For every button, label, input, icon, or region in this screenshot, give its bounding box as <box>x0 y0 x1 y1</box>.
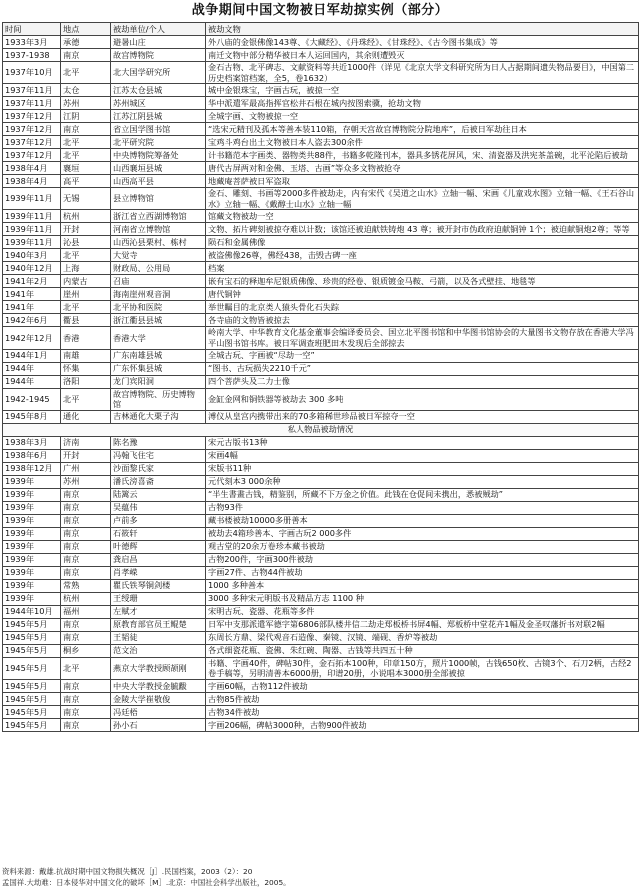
cell-place: 南京 <box>61 501 111 514</box>
cell-time: 1945年5月 <box>3 705 61 718</box>
cell-victim: 避暑山庄 <box>111 36 206 49</box>
cell-time: 1945年5月 <box>3 679 61 692</box>
table-row <box>3 488 639 501</box>
cell-victim: 浙江省立西湖博物馆 <box>111 210 206 223</box>
cell-victim: 财政局、公用局 <box>111 262 206 275</box>
table-row <box>3 223 639 236</box>
cell-place: 南雄 <box>61 349 111 362</box>
cell-victim: 广东南雄县城 <box>111 349 206 362</box>
cell-place: 洛阳 <box>61 375 111 388</box>
cell-place: 无锡 <box>61 188 111 210</box>
cell-victim: 山西高平县 <box>111 175 206 188</box>
table-row <box>3 275 639 288</box>
cell-place: 常熟 <box>61 579 111 592</box>
table-row <box>3 566 639 579</box>
table-row <box>3 288 639 301</box>
table-row <box>3 718 639 731</box>
table-row <box>3 631 639 644</box>
cell-place: 南京 <box>61 527 111 540</box>
cell-time: 1937年11月 <box>3 97 61 110</box>
table-row <box>3 449 639 462</box>
cell-victim: 孙小石 <box>111 718 206 731</box>
source-line: 孟国祥.大劫难：日本侵华对中国文化的破坏［M］.北京：中国社会科学出版社，2005。 <box>2 878 291 887</box>
cell-time: 1939年 <box>3 501 61 514</box>
cell-victim: 石筱轩 <box>111 527 206 540</box>
cell-place: 沁县 <box>61 236 111 249</box>
table-row <box>3 210 639 223</box>
cell-artifacts: 岭南大学、中华教育文化基金董事会编译委员会、国立北平图书馆和中华图书馆协会的大量图书文物存放在香港大学冯平山图书馆书库。被日军调查班肥田木发现后全部掠去 <box>206 327 639 349</box>
cell-time: 1939年 <box>3 566 61 579</box>
table-row <box>3 501 639 514</box>
cell-victim: 山西沁县栗村、栋村 <box>111 236 206 249</box>
table-row <box>3 475 639 488</box>
table-row <box>3 462 639 475</box>
cell-time: 1937年12月 <box>3 123 61 136</box>
cell-artifacts: 溥仪从皇宫内携带出来的70多箱稀世珍品被日军掠夺一空 <box>206 410 639 423</box>
private-rows <box>3 436 639 731</box>
cell-victim: 燕京大学教授顾颉刚 <box>111 657 206 679</box>
table-row <box>3 84 639 97</box>
table-row <box>3 705 639 718</box>
cell-artifacts: 地藏庵菩萨被日军盗取 <box>206 175 639 188</box>
cell-artifacts: 文物、拓片碑刻被掠夺难以计数；该馆还被迫献铁铸炮 43 尊；被开封市伪政府迫献铜钟 1个；被迫献铜炮2尊；等等 <box>206 223 639 236</box>
cell-artifacts: 1000 多种善本 <box>206 579 639 592</box>
cell-time: 1945年5月 <box>3 631 61 644</box>
cell-time: 1938年6月 <box>3 449 61 462</box>
cell-time: 1937年12月 <box>3 136 61 149</box>
cell-place: 广州 <box>61 462 111 475</box>
cell-artifacts: 书籍、字画40件，碑帖30件，金石拓本100种，印章150方，照片1000帧，古钱650枚、古镜3个、石刀2柄，古经2卷手稿等，另明清善本6000册，印谱20册，小说唱本3000册全部被掠 <box>206 657 639 679</box>
table-row <box>3 188 639 210</box>
cell-place: 南京 <box>61 540 111 553</box>
cell-time: 1937-1938 <box>3 49 61 62</box>
cell-artifacts: 3000 多种宋元明版书及精品方志 1100 种 <box>206 592 639 605</box>
cell-artifacts: 各式细瓷花瓶、瓷佛、朱红碗、陶器、古钱等共四五十种 <box>206 644 639 657</box>
cell-victim: 肖孝嵘 <box>111 566 206 579</box>
table-row <box>3 579 639 592</box>
cell-victim: 故宫博物院、历史博物馆 <box>111 388 206 410</box>
cell-victim: 中央博物院筹备处 <box>111 149 206 162</box>
cell-place: 南京 <box>61 618 111 631</box>
cell-artifacts: 东周长方鼎、梁代观音石造像、秦镜、汉镜、端砚、香炉等被劫 <box>206 631 639 644</box>
cell-victim: 金陵大学崔敬俊 <box>111 692 206 705</box>
cell-place: 苏州 <box>61 97 111 110</box>
cell-victim: 沙面黎氏家 <box>111 462 206 475</box>
cell-time: 1939年 <box>3 540 61 553</box>
cell-victim: 省立国学图书馆 <box>111 123 206 136</box>
cell-place: 南京 <box>61 718 111 731</box>
table-row <box>3 249 639 262</box>
cell-artifacts: “半生書畫古钱，精鉴别，所藏不下万金之价值。此钱在仓促间未携出，悉被贼劫” <box>206 488 639 501</box>
cell-time: 1945年5月 <box>3 692 61 705</box>
cell-artifacts: “选宋元精刊及孤本等善本装110箱，存朝天宫故宫博物院分院地库”，后被日军劫往日本 <box>206 123 639 136</box>
cell-place: 江阴 <box>61 110 111 123</box>
cell-place: 杭州 <box>61 210 111 223</box>
cell-time: 1944年1月 <box>3 349 61 362</box>
cell-artifacts: 观古堂的20余万卷珍本藏书被劫 <box>206 540 639 553</box>
table-row <box>3 410 639 423</box>
table-row <box>3 605 639 618</box>
cell-artifacts: 唐代铜钟 <box>206 288 639 301</box>
cell-victim: 大觉寺 <box>111 249 206 262</box>
cell-artifacts: 陨石和金属佛像 <box>206 236 639 249</box>
table-row <box>3 149 639 162</box>
table-row <box>3 301 639 314</box>
table-row <box>3 62 639 84</box>
cell-artifacts: 被盗佛像26尊，佛经438，击毁古碑一座 <box>206 249 639 262</box>
cell-place: 开封 <box>61 223 111 236</box>
cell-time: 1944年10月 <box>3 605 61 618</box>
cell-artifacts: 金缸金网和铜铁器等被劫去 300 多吨 <box>206 388 639 410</box>
cell-artifacts: 古物93件 <box>206 501 639 514</box>
column-header-victim: 被劫单位/个人 <box>111 23 206 36</box>
cell-place: 南京 <box>61 123 111 136</box>
cell-time: 1944年 <box>3 362 61 375</box>
cell-time: 1939年 <box>3 488 61 501</box>
cell-victim: 陆篱云 <box>111 488 206 501</box>
cell-time: 1945年5月 <box>3 718 61 731</box>
cell-time: 1937年11月 <box>3 84 61 97</box>
cell-artifacts: 宝鸡斗鸡台出土文物被日本人盗去300余件 <box>206 136 639 149</box>
cell-place: 南京 <box>61 49 111 62</box>
table-row <box>3 592 639 605</box>
cell-artifacts: 宋版书11种 <box>206 462 639 475</box>
table-row <box>3 679 639 692</box>
cell-victim: 吉林通化大栗子沟 <box>111 410 206 423</box>
cell-artifacts: 唐代古屏两对和金佛、玉塔、古画”等众多文物被抢夺 <box>206 162 639 175</box>
cell-artifacts: 宋画4幅 <box>206 449 639 462</box>
table-row <box>3 388 639 410</box>
cell-artifacts: 四个菩萨头及二力士像 <box>206 375 639 388</box>
cell-time: 1937年10月 <box>3 62 61 84</box>
cell-victim: 龙门宾阳洞 <box>111 375 206 388</box>
cell-artifacts: 全城古玩、字画被“尽劫一空” <box>206 349 639 362</box>
cell-place: 襄垣 <box>61 162 111 175</box>
cell-time: 1945年5月 <box>3 657 61 679</box>
cell-time: 1938年4月 <box>3 175 61 188</box>
cell-place: 北平 <box>61 301 111 314</box>
page-title: 战争期间中国文物被日军劫掠实例（部分） <box>191 3 449 18</box>
cell-place: 桐乡 <box>61 644 111 657</box>
table-row <box>3 136 639 149</box>
cell-artifacts: 宋明古玩、瓷器、花瓶等多件 <box>206 605 639 618</box>
table-row <box>3 49 639 62</box>
cell-time: 1940年12月 <box>3 262 61 275</box>
section-row <box>3 423 639 436</box>
table-row <box>3 175 639 188</box>
cell-artifacts: 全城字画、文物被掠一空 <box>206 110 639 123</box>
cell-place: 南京 <box>61 705 111 718</box>
cell-place: 太仓 <box>61 84 111 97</box>
table-row <box>3 375 639 388</box>
cell-victim: 江苏太仓县城 <box>111 84 206 97</box>
table-row <box>3 514 639 527</box>
cell-time: 1945年5月 <box>3 618 61 631</box>
cell-time: 1939年11月 <box>3 210 61 223</box>
cell-time: 1937年12月 <box>3 149 61 162</box>
cell-artifacts: 藏书楼被劫10000多册善本 <box>206 514 639 527</box>
cell-victim: 潘氏滂喜斋 <box>111 475 206 488</box>
cell-time: 1945年5月 <box>3 644 61 657</box>
cell-place: 南京 <box>61 692 111 705</box>
institution-rows <box>3 36 639 424</box>
column-header-artifacts: 被劫文物 <box>206 23 639 36</box>
cell-artifacts: 字画60幅，古物112件被劫 <box>206 679 639 692</box>
table-header <box>3 23 639 36</box>
cell-time: 1939年11月 <box>3 188 61 210</box>
table-row <box>3 314 639 327</box>
cell-time: 1938年4月 <box>3 162 61 175</box>
cell-victim: 北大国学研究所 <box>111 62 206 84</box>
cell-time: 1939年11月 <box>3 236 61 249</box>
cell-victim: 中央大学教授金毓黻 <box>111 679 206 692</box>
cell-artifacts: 嵌有宝石的释迦牟尼银质佛像、珍贵的经卷、银质镀金马鞍、弓箭，以及各式壁挂、地毯等 <box>206 275 639 288</box>
cell-time: 1939年 <box>3 553 61 566</box>
cell-time: 1939年 <box>3 514 61 527</box>
section-title-private: 私人物品被劫情况 <box>3 423 639 436</box>
cell-time: 1941年2月 <box>3 275 61 288</box>
looting-table <box>2 22 639 732</box>
table-row <box>3 327 639 349</box>
cell-victim: 广东怀集县城 <box>111 362 206 375</box>
cell-victim: 龚启昌 <box>111 553 206 566</box>
cell-place: 南京 <box>61 553 111 566</box>
cell-place: 南京 <box>61 566 111 579</box>
cell-place: 北平 <box>61 249 111 262</box>
cell-victim: 卢前多 <box>111 514 206 527</box>
cell-place: 香港 <box>61 327 111 349</box>
cell-place: 上海 <box>61 262 111 275</box>
cell-artifacts: 外八庙的金银佛像143尊、《大藏经》、《丹珠经》、《甘珠经》、《古今图书集成》等 <box>206 36 639 49</box>
cell-time: 1939年 <box>3 579 61 592</box>
cell-victim: 冯廷梧 <box>111 705 206 718</box>
cell-time: 1939年 <box>3 475 61 488</box>
table-row <box>3 618 639 631</box>
cell-victim: 江苏江阴县城 <box>111 110 206 123</box>
cell-time: 1938年3月 <box>3 436 61 449</box>
cell-artifacts: 馆藏文物被劫一空 <box>206 210 639 223</box>
cell-place: 南京 <box>61 631 111 644</box>
cell-victim: 香港大学 <box>111 327 206 349</box>
cell-time: 1933年3月 <box>3 36 61 49</box>
cell-time: 1942-1945 <box>3 388 61 410</box>
cell-artifacts: 字画27件、古物44件被劫 <box>206 566 639 579</box>
source-line: 资料来源：戴雄.抗战时期中国文物损失概况［J］.民国档案，2003（2）：20 <box>2 867 253 876</box>
table-row <box>3 110 639 123</box>
cell-place: 苏州 <box>61 475 111 488</box>
cell-place: 崖州 <box>61 288 111 301</box>
table-row <box>3 657 639 679</box>
cell-place: 济南 <box>61 436 111 449</box>
cell-place: 福州 <box>61 605 111 618</box>
table-row <box>3 36 639 49</box>
cell-artifacts: 元代刻本3 000余种 <box>206 475 639 488</box>
table-row <box>3 262 639 275</box>
table-row <box>3 692 639 705</box>
cell-place: 北平 <box>61 149 111 162</box>
cell-place: 北平 <box>61 136 111 149</box>
cell-artifacts: 举世瞩目的北京类人猿头骨化石失踪 <box>206 301 639 314</box>
table-row <box>3 162 639 175</box>
cell-place: 南京 <box>61 679 111 692</box>
cell-victim: 范文治 <box>111 644 206 657</box>
cell-artifacts: 金石、雕刻、书画等2000多件被劫走，内有宋代《吴道之山水》立轴一幅、宋画《儿童戏水图》立轴一幅、《王石谷山水》立轴一幅、《戴醇士山水》立轴一幅 <box>206 188 639 210</box>
private-section <box>3 423 639 436</box>
cell-victim: 召庙 <box>111 275 206 288</box>
cell-victim: 苏州城区 <box>111 97 206 110</box>
cell-place: 北平 <box>61 388 111 410</box>
cell-place: 怀集 <box>61 362 111 375</box>
cell-place: 衢县 <box>61 314 111 327</box>
cell-time: 1944年 <box>3 375 61 388</box>
table-row <box>3 236 639 249</box>
cell-artifacts: 华中派遣军最高指挥官松井石根在城内按图索骥，抢劫文物 <box>206 97 639 110</box>
cell-time: 1939年11月 <box>3 223 61 236</box>
cell-artifacts: “图书、古玩损失2210千元” <box>206 362 639 375</box>
cell-victim: 王绶珊 <box>111 592 206 605</box>
cell-victim: 浙江衢县县城 <box>111 314 206 327</box>
cell-victim: 王韬徒 <box>111 631 206 644</box>
cell-time: 1939年 <box>3 592 61 605</box>
cell-artifacts: 字画206幅，碑帖3000种，古物900件被劫 <box>206 718 639 731</box>
column-header-time: 时间 <box>3 23 61 36</box>
cell-artifacts: 古物85件被劫 <box>206 692 639 705</box>
cell-artifacts: 计书籍范本字画类、器物类共88件，书籍多乾隆刊本，器具多锈花屏风，宋、清瓷器及洪宪茶盖碗，北平沦陷后被劫 <box>206 149 639 162</box>
cell-time: 1940年3月 <box>3 249 61 262</box>
cell-victim: 左赋才 <box>111 605 206 618</box>
source-note <box>2 866 638 888</box>
cell-place: 南京 <box>61 514 111 527</box>
cell-time: 1942年6月 <box>3 314 61 327</box>
cell-victim: 北平协和医院 <box>111 301 206 314</box>
cell-victim: 冯翰飞住宅 <box>111 449 206 462</box>
table-row <box>3 362 639 375</box>
cell-victim: 海南崖州观音洞 <box>111 288 206 301</box>
cell-artifacts: 城中金银珠宝，字画古玩，被掠一空 <box>206 84 639 97</box>
table-row <box>3 527 639 540</box>
cell-time: 1939年 <box>3 527 61 540</box>
cell-artifacts: 各寺庙的文物皆被掠去 <box>206 314 639 327</box>
cell-artifacts: 古物200件，字画300件被劫 <box>206 553 639 566</box>
header-row <box>3 23 639 36</box>
cell-place: 开封 <box>61 449 111 462</box>
cell-artifacts: 被劫去4箱珍善本、字画古玩2 000多件 <box>206 527 639 540</box>
cell-time: 1937年12月 <box>3 110 61 123</box>
cell-time: 1945年8月 <box>3 410 61 423</box>
table-row <box>3 97 639 110</box>
cell-victim: 瞿氏铁琴铜剑楼 <box>111 579 206 592</box>
table-row <box>3 349 639 362</box>
cell-victim: 故宫博物院 <box>111 49 206 62</box>
cell-victim: 县立博物馆 <box>111 188 206 210</box>
cell-artifacts: 日军中支那派遣军德字第6806部队楼井信二劫走郑板桥书屏4幅、郑板桥中堂花卉1幅及金圣叹藩折书对联2幅 <box>206 618 639 631</box>
cell-victim: 吴蕴伟 <box>111 501 206 514</box>
cell-place: 高平 <box>61 175 111 188</box>
table-row <box>3 123 639 136</box>
cell-place: 北平 <box>61 62 111 84</box>
cell-place: 通化 <box>61 410 111 423</box>
cell-artifacts: 南迁文物中部分精华被日本人运回国内，其余则遭毁灭 <box>206 49 639 62</box>
cell-time: 1941年 <box>3 301 61 314</box>
cell-artifacts: 古物34件被劫 <box>206 705 639 718</box>
cell-place: 承德 <box>61 36 111 49</box>
cell-artifacts: 宋元古版书13种 <box>206 436 639 449</box>
cell-victim: 山西襄垣县城 <box>111 162 206 175</box>
cell-victim: 叶德辉 <box>111 540 206 553</box>
cell-place: 杭州 <box>61 592 111 605</box>
table-row <box>3 436 639 449</box>
table-row <box>3 644 639 657</box>
cell-victim: 北平研究院 <box>111 136 206 149</box>
cell-place: 内蒙古 <box>61 275 111 288</box>
cell-victim: 河南省立博物馆 <box>111 223 206 236</box>
cell-place: 南京 <box>61 488 111 501</box>
cell-victim: 陈名豫 <box>111 436 206 449</box>
cell-time: 1938年12月 <box>3 462 61 475</box>
cell-time: 1942年12月 <box>3 327 61 349</box>
column-header-place: 地点 <box>61 23 111 36</box>
cell-artifacts: 档案 <box>206 262 639 275</box>
table-row <box>3 540 639 553</box>
table-row <box>3 553 639 566</box>
cell-place: 北平 <box>61 657 111 679</box>
cell-time: 1941年 <box>3 288 61 301</box>
cell-artifacts: 金石古物、北平碑志、文献资料等共近1000件（详见《北京大学文科研究所为日人占据期间遗失物品要目》，中国第二历史档案馆档案，全5，卷1632） <box>206 62 639 84</box>
cell-victim: 原教育部官员王鲲楚 <box>111 618 206 631</box>
